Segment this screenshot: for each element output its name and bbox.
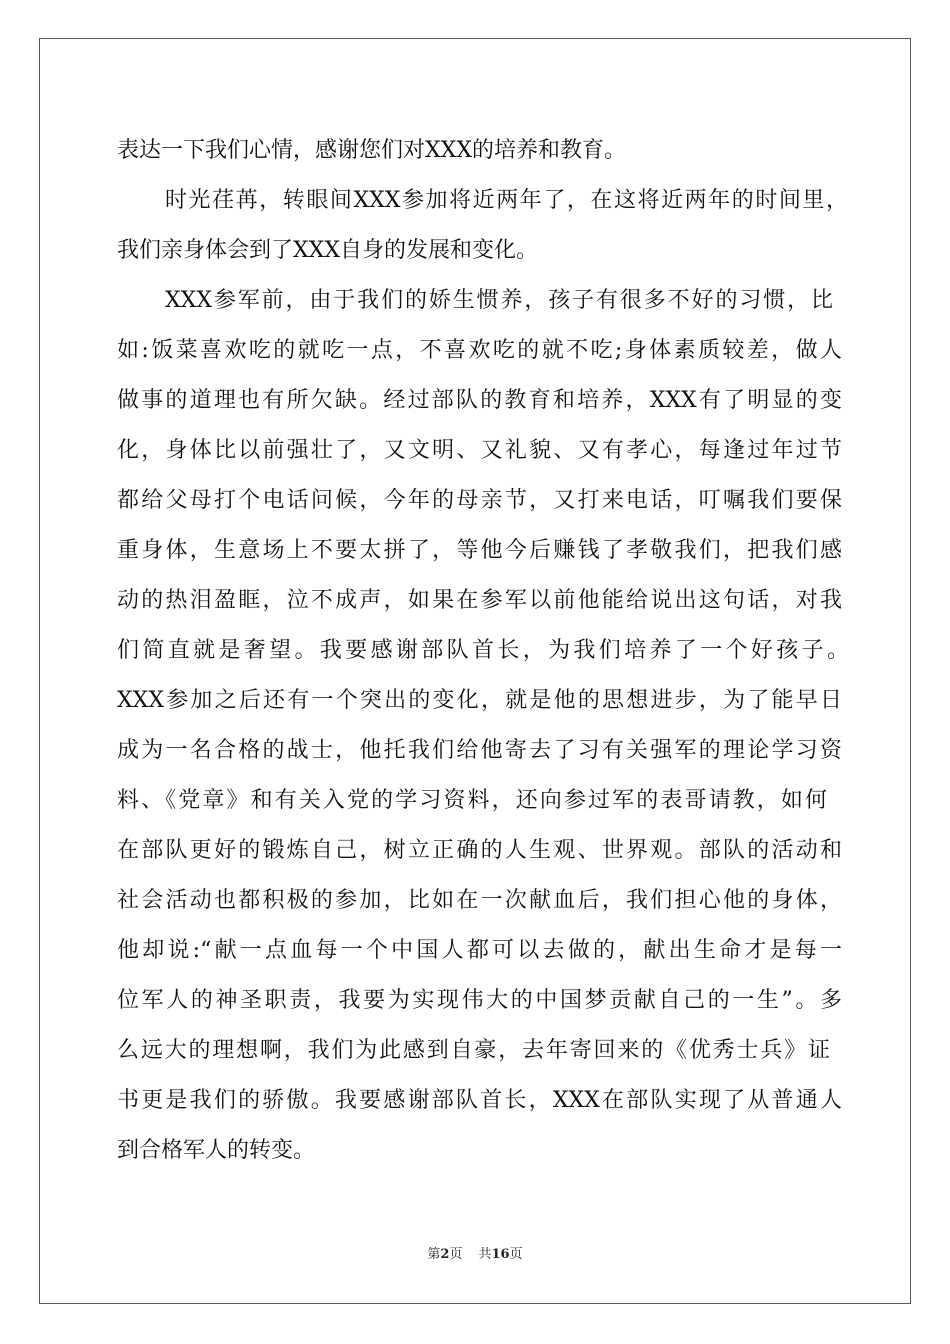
page-number-unit: 页 bbox=[449, 1247, 463, 1262]
text-line: 书更是我们的骄傲。我要感谢部队首长，XXX在部队实现了从普通人 bbox=[117, 1088, 842, 1113]
text-line: XXX参加之后还有一个突出的变化，就是他的思想进步，为了能早日 bbox=[117, 688, 842, 713]
page-footer bbox=[0, 1246, 950, 1264]
text-line: 做事的道理也有所欠缺。经过部队的教育和培养，XXX有了明显的变 bbox=[117, 388, 842, 413]
total-pages-unit: 页 bbox=[509, 1247, 523, 1262]
current-page-number: 2 bbox=[440, 1247, 450, 1262]
text-line: 我们亲身体会到了XXX自身的发展和变化。 bbox=[117, 238, 538, 263]
text-line: 化，身体比以前强壮了，又文明、又礼貌、又有孝心，每逢过年过节 bbox=[117, 438, 842, 463]
text-line: 在部队更好的锻炼自己，树立正确的人生观、世界观。部队的活动和 bbox=[117, 838, 842, 863]
text-line: 成为一名合格的战士，他托我们给他寄去了习有关强军的理论学习资 bbox=[117, 738, 842, 763]
text-line: 料、《党章》和有关入党的学习资料，还向参过军的表哥请教，如何 bbox=[117, 788, 827, 813]
text-line: 社会活动也都积极的参加，比如在一次献血后，我们担心他的身体， bbox=[117, 888, 842, 913]
text-line: 如:饭菜喜欢吃的就吃一点，不喜欢吃的就不吃;身体素质较差，做人 bbox=[117, 338, 842, 363]
text-line: 么远大的理想啊，我们为此感到自豪，去年寄回来的《优秀士兵》证 bbox=[117, 1038, 830, 1063]
page-number-prefix: 第 bbox=[427, 1247, 441, 1262]
text-line: 动的热泪盈眶，泣不成声，如果在参军以前他能给说出这句话，对我 bbox=[117, 588, 842, 613]
text-line: 表达一下我们心情，感谢您们对XXX的培养和教育。 bbox=[117, 138, 626, 163]
text-line: 们简直就是奢望。我要感谢部队首长，为我们培养了一个好孩子。 bbox=[117, 638, 849, 663]
total-pages-prefix: 共 bbox=[478, 1247, 492, 1262]
paragraph-first-line: XXX参军前，由于我们的娇生惯养，孩子有很多不好的习惯，比 bbox=[165, 288, 833, 313]
text-line: 他却说:“献一点血每一个中国人都可以去做的，献出生命才是每一 bbox=[117, 938, 842, 963]
text-line: 重身体，生意场上不要太拼了，等他今后赚钱了孝敬我们，把我们感 bbox=[117, 538, 842, 563]
text-line: 到合格军人的转变。 bbox=[117, 1138, 316, 1163]
total-pages-number: 16 bbox=[491, 1247, 510, 1262]
text-line: 位军人的神圣职责，我要为实现伟大的中国梦贡献自己的一生”。多 bbox=[117, 988, 842, 1013]
paragraph-first-line: 时光荏苒，转眼间XXX参加将近两年了，在这将近两年的时间里， bbox=[165, 188, 848, 213]
text-line: 都给父母打个电话问候，今年的母亲节，又打来电话，叮嘱我们要保 bbox=[117, 488, 842, 513]
